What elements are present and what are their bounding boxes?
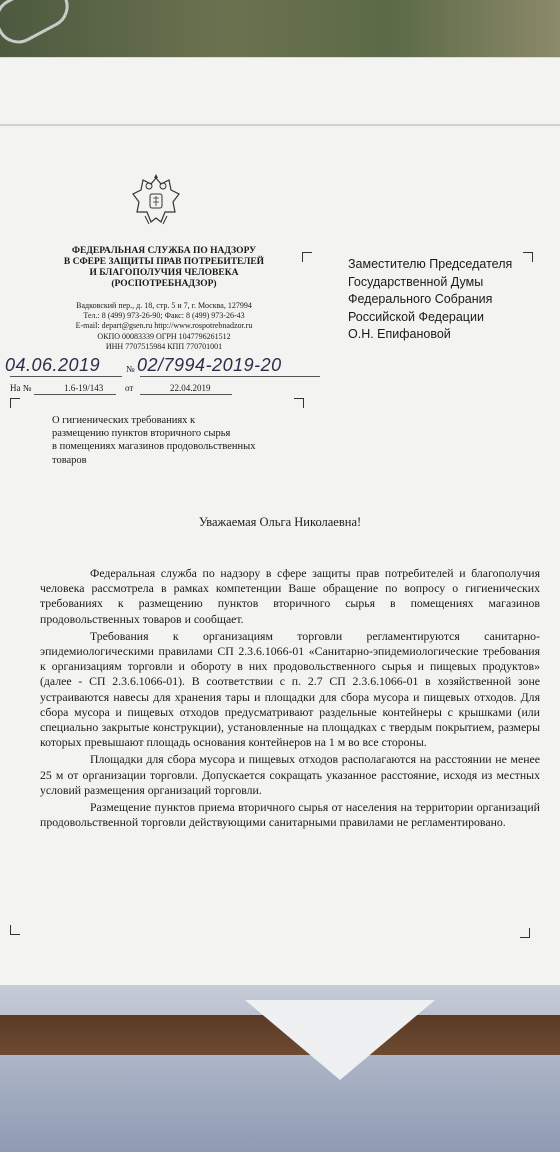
sheet-edge-divider [0,124,560,126]
subject-line: размещению пунктов вторичного сырья [52,428,231,440]
addressee-line: Российской Федерации [348,309,484,324]
subject-corner-mark [294,398,304,408]
number-underline [140,376,320,377]
in-reply-underline [34,394,116,395]
letter-body [40,566,540,832]
subject-line: в помещениях магазинов продовольственных [52,441,256,453]
greeting: Уважаемая Ольга Николаевна! [198,515,362,529]
date-underline [10,376,122,377]
contact-line: ОКПО 00083339 ОГРН 1047796261512 [97,331,231,341]
contact-line: Тел.: 8 (499) 973-26-90; Факс: 8 (499) 973-26-43 [83,311,245,321]
addressee-line: Заместителю Председателя [348,257,513,271]
addressee-block [348,256,512,344]
in-reply-label: На № [10,383,32,393]
body-paragraph: Требования к организациям торговли регламентируются санитарно-эпидемиологическими правилами СП 2.3.6.1066-01 «Санитарно-эпидемиологические требования к организациям торговли и обороту в них продовольственного сырья и пищевых продуктов» (далее - СП 2.3.6.1066-01). В соответствии с п. 2.7 СП 2.3.6.1066-01 в хозяйственной зоне устраиваются навесы для хранения тары и площадки для сбора мусора и пищевых отходов. Для сбора мусора и пищевых отходов предусматривают раздельные контейнеры с крышками (или специально закрытые конструкции), установленные на площадках с твердым покрытием, размеры которых превышают площадь основания контейнеров на 1 м во все стороны. [40,628,540,750]
handwritten-registration-number: 02/7994-2019-20 [137,355,282,375]
contact-line: E-mail: depart@gsen.ru http://www.rospotrebnadzor.ru [75,321,253,331]
contact-line: Вадковский пер., д. 18, стр. 5 и 7, г. Москва, 127994 [76,301,252,310]
footer-corner-mark [520,928,530,938]
org-name-line: ФЕДЕРАЛЬНАЯ СЛУЖБА ПО НАДЗОРУ [71,246,257,256]
addressee-corner-mark [523,252,533,262]
org-name-line: В СФЕРЕ ЗАЩИТЫ ПРАВ ПОТРЕБИТЕЛЕЙ [63,257,265,267]
handwritten-registration-date: 04.06.2019 [5,355,101,375]
from-date: 22.04.2019 [170,383,211,393]
body-paragraph: Федеральная служба по надзору в сфере защиты прав потребителей и благополучия человека рассмотрела в рамках компетенции Ваше обращение по вопросу о гигиенических требованиях к размещению пунктов вторичного сырья в помещениях магазинов продовольственных товаров и сообщает. [40,566,540,626]
organization-contacts [48,301,280,352]
number-label: № [126,364,136,374]
subject-line: товаров [52,454,87,466]
from-underline [140,394,232,395]
russian-coat-of-arms-icon [131,172,181,228]
subject-corner-mark [10,398,20,408]
organization-name [48,246,280,290]
body-paragraph: Размещение пунктов приема вторичного сырья от населения на территории организаций продовольственной торговли действующими санитарными правилами не регламентировано. [40,800,540,830]
contact-line: ИНН 7707515984 КПП 770701001 [105,341,223,351]
addressee-corner-mark [302,252,312,262]
paper-fold [245,1000,435,1080]
addressee-line: О.Н. Епифановой [348,327,451,342]
org-name-line: (РОСПОТРЕБНАДЗОР) [111,279,217,289]
org-name-line: И БЛАГОПОЛУЧИЯ ЧЕЛОВЕКА [89,268,239,278]
footer-corner-mark [10,925,20,935]
letter-subject [52,414,255,467]
subject-line: О гигиенических требованиях к [52,415,196,426]
addressee-line: Федерального Собрания [348,292,493,307]
from-label: от [125,383,134,393]
addressee-line: Государственной Думы [348,274,484,289]
in-reply-number: 1.6-19/143 [64,383,104,393]
body-paragraph: Площадки для сбора мусора и пищевых отходов располагаются на расстоянии не менее 25 м от организации торговли. Допускается сокращать указанное расстояние, исходя из местных условий размещения организаций торговли. [40,752,540,797]
